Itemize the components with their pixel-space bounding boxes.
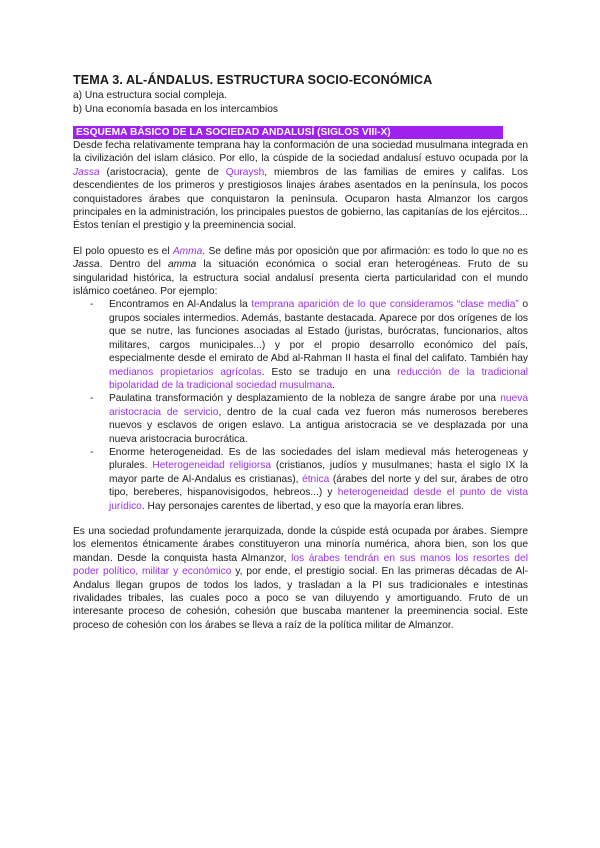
list-item: - Enorme heterogeneidad. Es de las sociedades del islam medieval más heterogeneas y plurales. Heterogeneidad religiorsa (cristianos, judíos y musulmanes; hasta el siglo IX la mayor parte de Al-Andalus es cristianas), étnica (árabes del norte y del sur, árabes de otro tipo, bereberes, hispanovisigodos, hebreos...) y heterogeneidad desde el punto de vista jurídico. Hay personajes carentes de libertad, y eso que la mayoría eran libres. [90, 446, 528, 512]
document-page [73, 72, 528, 632]
section-heading: ESQUEMA BÁSICO DE LA SOCIEDAD ANDALUSÍ (SIGLOS VIII-X) [73, 126, 503, 139]
list-item: - Encontramos en Al-Andalus la temprana aparición de lo que consideramos “clase media” o grupos sociales intermedios. Además, bastante destacada. Aparece por dos orígenes de los que se nutre, las funciones asociadas al Estado (juristas, burócratas, funcionarios, altos militares, cargos municipales...) y por el propio desarrollo económico del país, especialmente desde el emirato de Abd al-Rahman II hasta el final del califato. También hay medianos propietarios agrícolas. Esto se tradujo en una reducción de la tradicional bipolaridad de la tradicional sociedad musulmana. [90, 299, 529, 391]
subtitle-a: a) Una estructura social compleja. [73, 90, 228, 101]
page-title: TEMA 3. AL-ÁNDALUS. ESTRUCTURA SOCIO-ECONÓMICA [73, 73, 433, 87]
paragraph-jassa: Desde fecha relativamente temprana hay la conformación de una sociedad musulmana integrada en la civilización del islam clásico. Por ello, la cúspide de la sociedad andalusí estuvo ocupada por la Jassa (aristocracia), gente de Quraysh, miembros de las familias de emires y califas. Los descendientes de los primeros y prestigiosos linajes árabes asentados en la península, los pocos conquistadores árabes que conquistaron la península. Ocuparon hasta Almanzor los cargos principales en la administración, los principales puestos de gobierno, las capitanías de los ejércitos... Éstos tenían el prestigio y la preeminencia social. [73, 140, 528, 232]
paragraph-amma: El polo opuesto es el Amma. Se define más por oposición que por afirmación: es todo lo que no es Jassa. Dentro del amma la situación económica o social eran heterogéneas. Fruto de su singularidad histórica, la estructura social andalusí presenta cierta particularidad con el mundo islámico coetáneo. Por ejemplo: [73, 245, 528, 298]
paragraph-hierarchy: Es una sociedad profundamente jerarquizada, donde la cúspide está ocupada por árabes. Siempre los elementos étnicamente árabes constituyeron una minoría numérica, ahora bien, son los que mandan. Desde la conquista hasta Almanzor, los árabes tendrán en sus manos los resortes del poder político, militar y económico y, por ende, el prestigio social. En las primeras décadas de Al-Andalus llegan grupos de todos los lados, y trasladan a la PI sus tradicionales e intestinas rivalidades tribales, las cuales poco a poco se van diluyendo y amortiguando. Fruto de un interesante proceso de cohesión, cohesión que buscaba mantener la preeminencia social. Este proceso de cohesión con los árabes se lleva a raíz de la política militar de Almanzor. [73, 525, 528, 631]
list-item: - Paulatina transformación y desplazamiento de la nobleza de sangre árabe por una nueva aristocracia de servicio, dentro de la cual cada vez fueron más numerosos bereberes nuevos y esclavos de origen eslavo. La antigua aristocracia se ve desplazada por una nueva aristocracia burocrática. [90, 393, 528, 445]
bullet-dash: - [90, 446, 94, 458]
bullet-dash: - [90, 393, 94, 405]
subtitle-b: b) Una economía basada en los intercambios [73, 103, 278, 115]
bullet-dash: - [90, 299, 94, 311]
feature-list [73, 298, 528, 513]
